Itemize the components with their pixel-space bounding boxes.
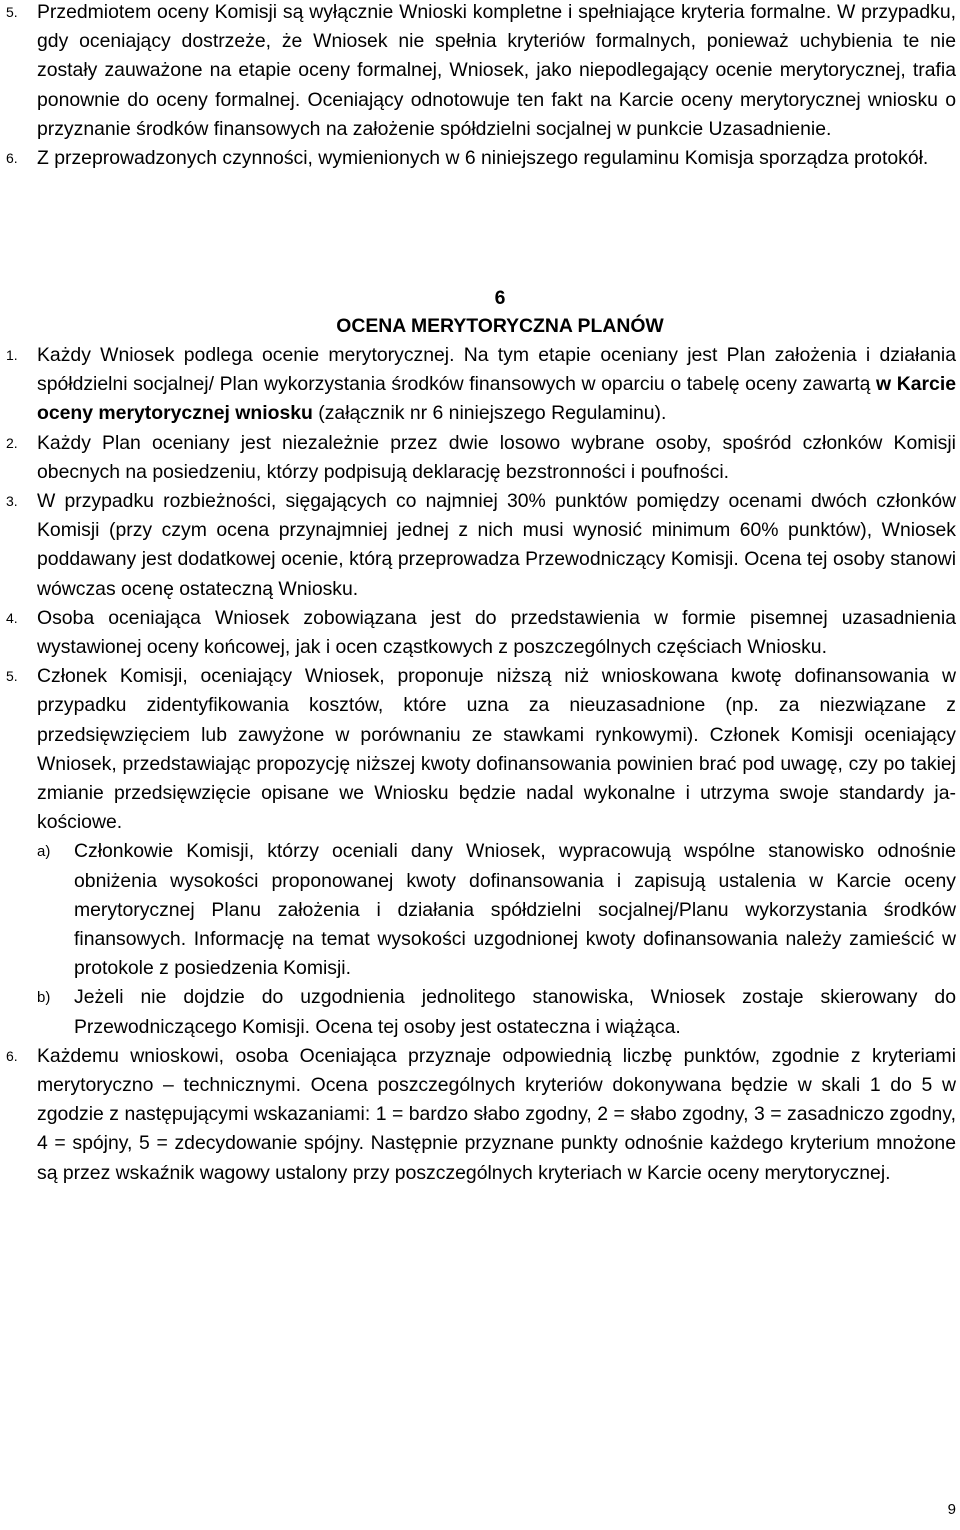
item-number: 1. — [6, 347, 18, 363]
item-text: W przypadku rozbieżności, sięgających co najmniej 30% punktów pomiędzy ocenami dwóch członków Komisji (przy czym ocena przynajmniej jednej z nich musi wynosić minimum 60% punktów), Wniosek poddawany jest dodatkowej ocenie, którą przeprowadza Przewodniczący Komisji. Ocena tej osoby stanowi wówczas ocenę ostateczną Wniosku. — [37, 490, 956, 600]
item-text: Z przeprowadzonych czynności, wymienionych w 6 niniejszego regulaminu Komisja sporządza protokół. — [37, 147, 929, 170]
item-number: 3. — [6, 493, 18, 510]
page-number: 9 — [947, 1501, 956, 1518]
item-text: Każdemu wnioskowi, osoba Oceniająca przyznaje odpowiednią liczbę punktów, zgodnie z kryteriami merytoryczno – technicznymi. Ocena poszczególnych kryteriów dokonywana będzie w skali 1 do 5 w zgodzie z następującymi wskazaniami: 1 = bardzo słabo zgodny, 2 = słabo zgodny, 3 = zasadniczo zgodny, 4 = spójny, 5 = zdecydowanie spójny. Następnie przyznane punkty odnośnie każdego kryterium mnożone są przez wskaźnik wagowy ustalony przy poszczególnych kryteriach w Karcie oceny merytorycznej. — [37, 1044, 956, 1184]
item-text: Członek Komisji, oceniający Wniosek, proponuje niższą niż wnioskowana kwotę dofinansowania w przypadku zidentyfikowania kosztów, które uzna za nieuzasadnione (np. za niezwiązane z przedsięwzięciem lub zawyżone w porównaniu ze stawkami rynkowymi). Członek Komisji oceniający Wniosek, przedstawiając propozycję niższej kwoty dofinansowania powinien brać pod uwagę, czy po takiej zmianie przedsięwzięcie opisane we Wniosku będzie nadal wykonalne i utrzyma swoje standardy jakościowe. — [37, 665, 956, 834]
section-symbol — [0, 284, 960, 313]
list-item — [0, 487, 960, 604]
sub-item-text: Członkowie Komisji, którzy oceniali dany Wniosek, wypracowują wspólne stanowisko odnośnie obniżenia wysokości proponowanej kwoty dofinansowania i zapisują ustalenia w Karcie oceny merytorycznej Planu założenia i działania spółdzielni socjalnej/Planu wykorzystania środków finansowych. Informację na temat wysokości uzgodnionej kwoty dofinansowania należy zamieścić w protokole z posiedzenia Komisji. — [74, 840, 956, 980]
section-title-text: OCENA MERYTORYCZNA PLANÓW — [336, 315, 664, 337]
sub-list-item — [0, 837, 960, 983]
list-item — [0, 0, 960, 144]
section-number: 6 — [494, 287, 506, 309]
sub-item-letter: a) — [37, 843, 51, 861]
sub-list-item — [0, 983, 960, 1041]
item-text: (załącznik nr 6 niniejszego Regulaminu). — [312, 402, 667, 425]
item-text: Przedmiotem oceny Komisji są wyłącznie Wnioski kompletne i spełniające kryteria formalne. W przypadku, gdy oceniający dostrzeże, że Wniosek nie spełnia kryteriów formalnych, ponieważ uchybienia te nie zostały zauważone na etapie oceny formalnej, Wniosek, jako niepodlegający ocenie merytorycznej, trafia ponownie do oceny formalnej. Oceniający odnotowuje ten fakt na Karcie oceny merytorycznej wniosku o przyznanie środków finansowych na założenie spółdzielni socjalnej w punkcie Uzasadnienie. — [37, 1, 956, 140]
sub-item-letter: b) — [37, 989, 51, 1007]
item-number: 2. — [6, 434, 18, 451]
item-number: 5. — [6, 4, 18, 20]
list-item — [0, 429, 960, 487]
list-item — [0, 144, 960, 173]
item-number: 4. — [6, 609, 18, 626]
item-number: 6. — [6, 1047, 18, 1064]
item-number: 5. — [6, 668, 18, 685]
item-text: Każdy Plan oceniany jest niezależnie przez dwie losowo wybrane osoby, spośród członków Komisji obecnych na posiedzeniu, którzy podpisują deklarację bezstronności i poufności. — [37, 431, 956, 483]
item-text: Każdy Wniosek podlega ocenie merytorycznej. Na tym etapie oceniany jest Plan założenia i działania spółdzielni socjalnej/ Plan wykorzystania środków finansowych w oparciu o tabelę oceny zawartą — [37, 344, 956, 396]
sub-item-text: Jeżeli nie dojdzie do uzgodnienia jednolitego stanowiska, Wniosek zostaje skierowany do Przewodniczącego Komisji. Ocena tej osoby jest ostateczna i wiążąca. — [74, 986, 956, 1038]
list-item — [0, 341, 960, 429]
section-top-list — [0, 0, 960, 173]
list-item — [0, 662, 960, 837]
section-main-list — [0, 341, 960, 1188]
list-item — [0, 1042, 960, 1188]
section-title — [0, 312, 960, 341]
item-number: 6. — [6, 150, 18, 167]
item-text: Osoba oceniająca Wniosek zobowiązana jest do przedstawienia w formie pisemnej uzasadnienia wystawionej oceny końcowej, jak i ocen cząstkowych z poszczególnych częściach Wniosku. — [37, 606, 956, 659]
item-text-bold: w Karcie oceny merytorycznej wniosku — [37, 373, 956, 425]
list-item — [0, 604, 960, 662]
